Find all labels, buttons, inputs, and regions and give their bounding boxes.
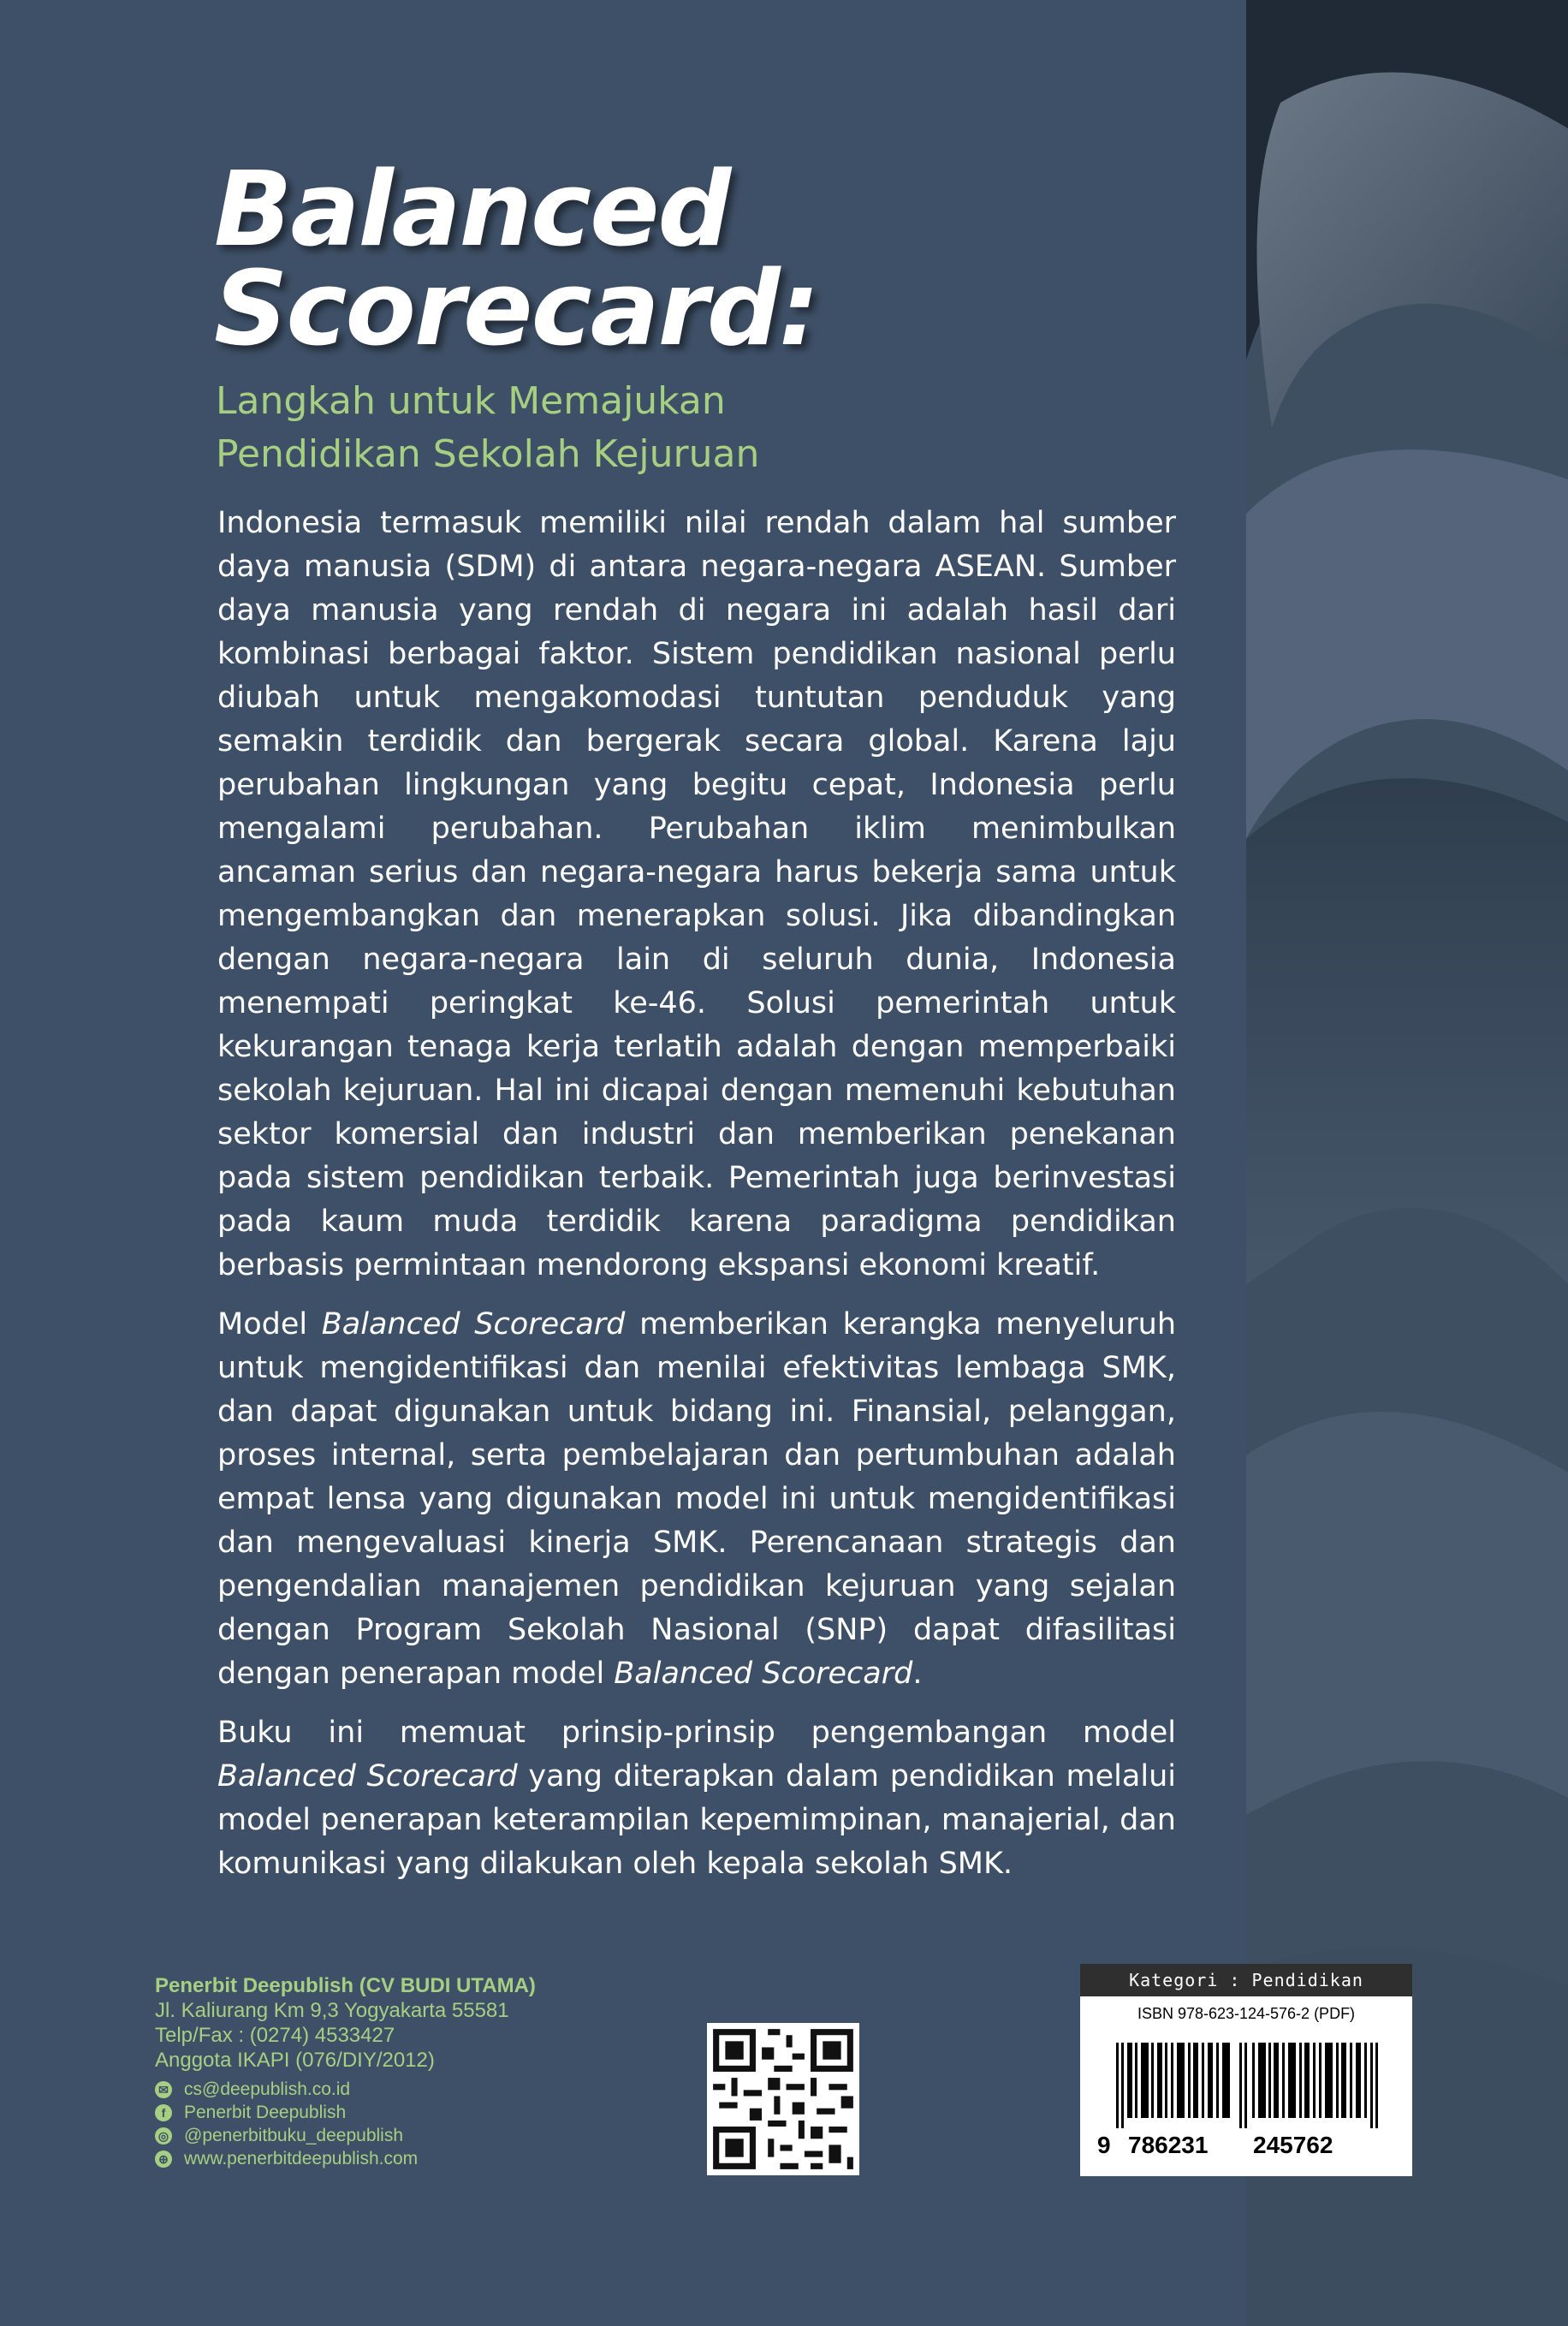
isbn-text: ISBN 978-623-124-576-2 (PDF) <box>1137 2005 1356 2022</box>
contact-facebook-text: Penerbit Deepublish <box>184 2103 347 2122</box>
p2-text-a: Model <box>217 1307 322 1341</box>
contact-website-text: www.penerbitdeepublish.com <box>184 2149 419 2168</box>
facebook-icon: f <box>155 2104 172 2121</box>
contact-instagram[interactable] <box>155 2124 703 2147</box>
barcode-digits <box>1097 2132 1397 2166</box>
barcode-digits-right: 245762 <box>1253 2132 1333 2158</box>
title-line-2: Scorecard: <box>214 250 818 369</box>
blurb-paragraph-3 <box>217 1711 1176 1886</box>
blurb <box>217 502 1176 1901</box>
p2-italic-1: Balanced Scorecard <box>321 1307 626 1341</box>
globe-icon: ⊕ <box>155 2151 172 2168</box>
blurb-paragraph-2 <box>217 1303 1176 1696</box>
subtitle-line-1: Langkah untuk Memajukan <box>216 379 726 423</box>
p2-text-b: memberikan kerangka menyeluruh untuk mengidentifikasi dan menilai efektivitas lembaga SMK, dan dapat digunakan untuk bidang ini. Finansial, pelanggan, proses internal, serta pembelajaran dan pertumbuhan adalah empat lensa yang digunakan model ini untuk mengidentifikasi dan mengevaluasi kinerja SMK. Perencanaan strategis dan pengendalian manajemen pendidikan kejuruan yang sejalan dengan Program Sekolah Nasional (SNP) dapat difasilitasi dengan penerapan model <box>217 1307 1176 1691</box>
blurb-paragraph-1: Indonesia termasuk memiliki nilai rendah dalam hal sumber daya manusia (SDM) di antara negara-negara ASEAN. Sumber daya manusia yang rendah di negara ini adalah hasil dari kombinasi berbagai faktor. Sistem pendidikan nasional perlu diubah untuk mengakomodasi tuntutan penduduk yang semakin terdidik dan bergerak secara global. Karena laju perubahan lingkungan yang begitu cepat, Indonesia perlu mengalami perubahan. Perubahan iklim menimbulkan ancaman serius dan negara-negara harus bekerja sama untuk mengembangkan dan menerapkan solusi. Jika dibandingkan dengan negara-negara lain di seluruh dunia, Indonesia menempati peringkat ke-46. Solusi pemerintah untuk kekurangan tenaga kerja terlatih adalah dengan memperbaiki sekolah kejuruan. Hal ini dicapai dengan memenuhi kebutuhan sektor komersial dan industri dan memberikan penekanan pada sistem pendidikan terbaik. Pemerintah juga berinvestasi pada kaum muda terdidik karena paradigma pendidikan berbasis permintaan mendorong ekspansi ekonomi kreatif. <box>217 506 1176 1282</box>
p3-text-b: yang diterapkan dalam pendidikan melalui model penerapan keterampilan kepemimpinan, manajerial, dan komunikasi yang dilakukan oleh kepala sekolah SMK. <box>217 1759 1176 1881</box>
publisher-member: Anggota IKAPI (076/DIY/2012) <box>155 2049 435 2072</box>
publisher-info <box>155 1973 703 2170</box>
book-subtitle <box>216 375 1157 481</box>
contact-email-text: cs@deepublish.co.id <box>184 2079 351 2099</box>
barcode-digits-left: 786231 <box>1128 2132 1209 2158</box>
instagram-icon: ◎ <box>155 2127 172 2145</box>
p2-text-c: . <box>912 1657 923 1691</box>
qr-code-graphic <box>707 2023 859 2175</box>
email-icon: ✉ <box>155 2081 172 2098</box>
publisher-address: Jl. Kaliurang Km 9,3 Yogyakarta 55581 <box>155 1999 509 2022</box>
p2-italic-2: Balanced Scorecard <box>614 1657 913 1691</box>
qr-code[interactable] <box>707 2023 859 2175</box>
contact-facebook[interactable] <box>155 2101 703 2124</box>
barcode-digit-first: 9 <box>1097 2132 1111 2158</box>
publisher-phone: Telp/Fax : (0274) 4533427 <box>155 2024 395 2047</box>
title-line-1: Balanced <box>214 151 730 270</box>
contact-website[interactable] <box>155 2147 703 2170</box>
p3-text-a: Buku ini memuat prinsip-prinsip pengembangan model <box>217 1716 1176 1750</box>
contact-instagram-text: @penerbitbuku_deepublish <box>184 2126 404 2145</box>
category-label: Kategori : Pendidikan <box>1080 1964 1412 1996</box>
barcode-panel <box>1080 1964 1412 2176</box>
book-title <box>214 151 1155 369</box>
barcode-graphic <box>1097 2043 1397 2128</box>
publisher-name: Penerbit Deepublish (CV BUDI UTAMA) <box>155 1974 536 1997</box>
publisher-contacts <box>155 2078 703 2170</box>
p3-italic: Balanced Scorecard <box>217 1759 518 1794</box>
subtitle-line-2: Pendidikan Sekolah Kejuruan <box>216 432 760 476</box>
contact-email[interactable] <box>155 2078 703 2101</box>
